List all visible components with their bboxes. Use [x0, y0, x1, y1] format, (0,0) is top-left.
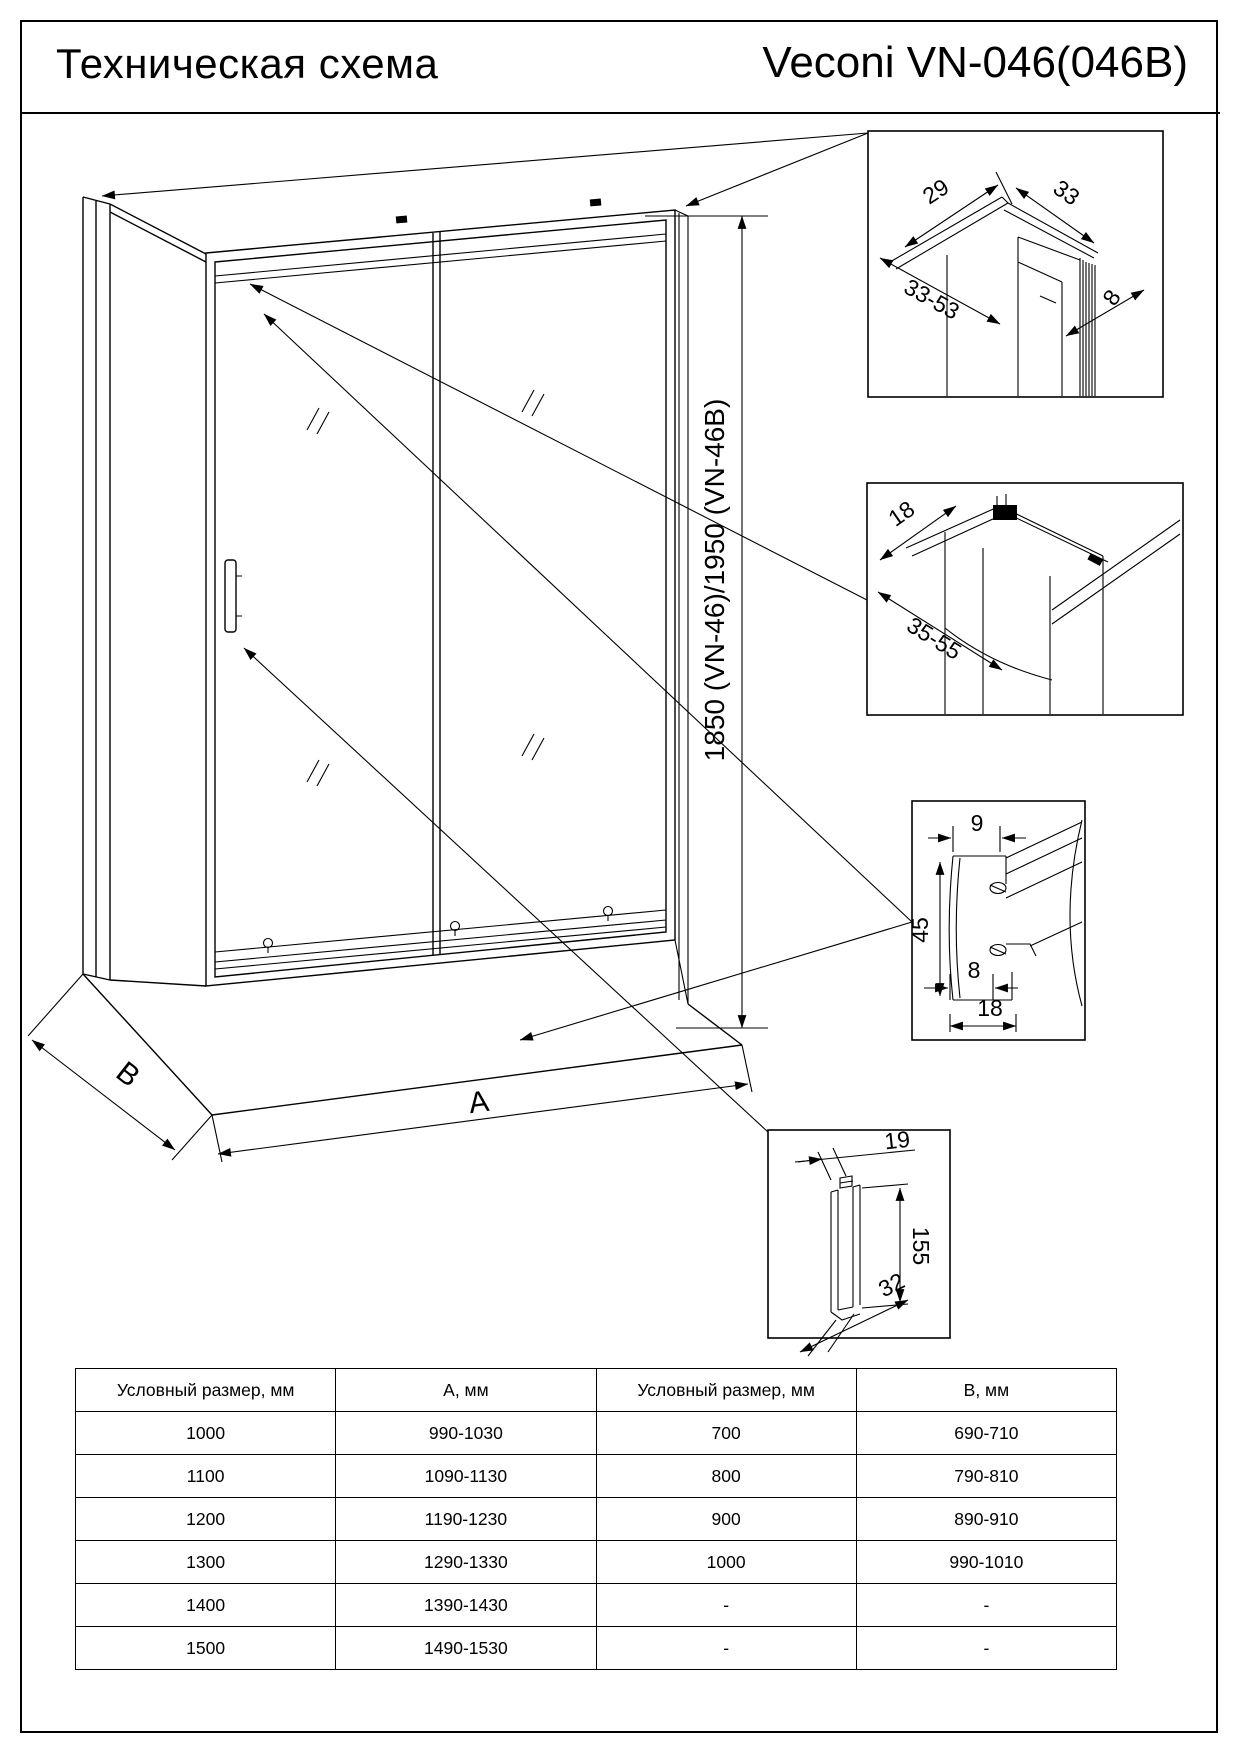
detail-top-profile — [868, 131, 1163, 397]
detail-bottom-rail — [907, 801, 1085, 1040]
dim-45-label: 45 — [907, 917, 933, 943]
dim-8-top-label: 8 — [1097, 284, 1126, 311]
cell: - — [596, 1627, 856, 1670]
cell: 890-910 — [856, 1498, 1116, 1541]
width-dimension-label: A — [466, 1084, 491, 1121]
right-corner-post — [675, 210, 688, 1004]
depth-dimension-label: B — [109, 1055, 146, 1094]
dim-19-label: 19 — [883, 1125, 912, 1155]
cell: 1090-1130 — [336, 1455, 596, 1498]
cell: - — [596, 1584, 856, 1627]
dim-33-label: 33 — [1048, 174, 1085, 211]
height-dimension-label: 1850 (VN-46)/1950 (VN-46B) — [699, 398, 730, 762]
cell: 1000 — [596, 1541, 856, 1584]
table-row — [76, 1584, 1117, 1627]
glass-mark — [307, 760, 329, 786]
table-row — [76, 1541, 1117, 1584]
col-header-nominal-b: Условный размер, мм — [596, 1369, 856, 1412]
size-table-header-row — [76, 1369, 1117, 1412]
col-header-a: А, мм — [336, 1369, 596, 1412]
dim-155-label: 155 — [908, 1226, 934, 1266]
dim-9-label: 9 — [970, 810, 984, 836]
leader-lines — [102, 133, 912, 1132]
cell: 990-1010 — [856, 1541, 1116, 1584]
cell: 690-710 — [856, 1412, 1116, 1455]
cell: 1300 — [76, 1541, 336, 1584]
glass-mark — [522, 390, 544, 416]
glass-mark — [522, 734, 544, 760]
cell: 1500 — [76, 1627, 336, 1670]
dim-8-rail-label: 8 — [967, 957, 981, 983]
cell: 700 — [596, 1412, 856, 1455]
cell: 1400 — [76, 1584, 336, 1627]
detail-wall-profile — [867, 483, 1183, 715]
cell: - — [856, 1627, 1116, 1670]
cell: 1100 — [76, 1455, 336, 1498]
table-row — [76, 1498, 1117, 1541]
main-dimensions — [28, 216, 768, 1162]
shower-enclosure-drawing — [83, 197, 742, 1115]
page-title: Техническая схема — [56, 40, 439, 87]
cell: 1390-1430 — [336, 1584, 596, 1627]
table-row — [76, 1455, 1117, 1498]
top-guide-clip — [396, 215, 408, 223]
col-header-b: В, мм — [856, 1369, 1116, 1412]
table-row — [76, 1412, 1117, 1455]
cell: 1190-1230 — [336, 1498, 596, 1541]
col-header-nominal-a: Условный размер, мм — [76, 1369, 336, 1412]
cell: 1490-1530 — [336, 1627, 596, 1670]
shower-tray — [83, 974, 742, 1115]
panel-divider — [433, 232, 440, 956]
door-handle — [225, 560, 242, 632]
cell: 1200 — [76, 1498, 336, 1541]
size-table — [75, 1368, 1117, 1670]
cell: 800 — [596, 1455, 856, 1498]
table-row — [76, 1627, 1117, 1670]
dim-32-label: 32 — [874, 1267, 909, 1303]
cell: 1000 — [76, 1412, 336, 1455]
dim-29-label: 29 — [917, 173, 954, 210]
product-model-title: Veconi VN-046(046B) — [762, 38, 1188, 87]
cell: - — [856, 1584, 1116, 1627]
wall-profile-strip — [83, 197, 110, 980]
cell: 1290-1330 — [336, 1541, 596, 1584]
glass-mark — [307, 408, 329, 434]
detail-handle — [768, 1126, 950, 1356]
dim-33-53-label: 33-53 — [899, 273, 964, 325]
dim-18-wall-label: 18 — [883, 495, 920, 532]
dim-18-rail-label: 18 — [977, 995, 1003, 1021]
side-panel — [110, 204, 206, 986]
top-guide-clip — [590, 198, 602, 206]
cell: 790-810 — [856, 1455, 1116, 1498]
dim-35-55-label: 35-55 — [902, 611, 967, 665]
cell: 990-1030 — [336, 1412, 596, 1455]
cell: 900 — [596, 1498, 856, 1541]
